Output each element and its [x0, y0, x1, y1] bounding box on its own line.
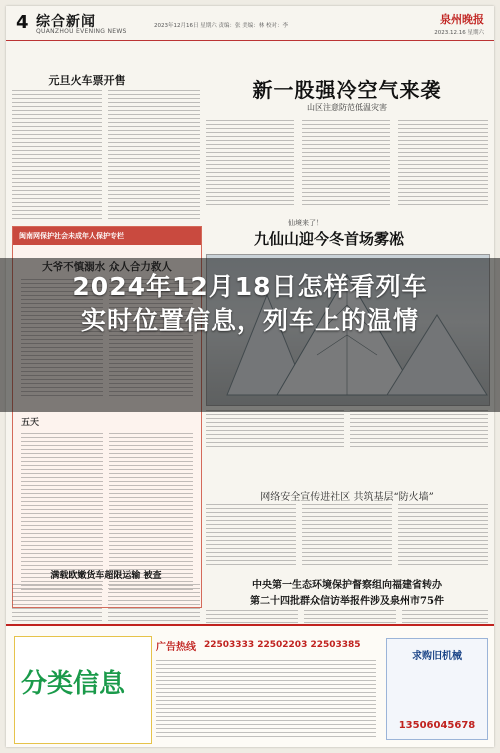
overlay-title-line2: 实时位置信息，列车上的温情 — [80, 306, 419, 335]
overlay-title — [0, 258, 500, 338]
text-block — [206, 504, 296, 568]
section-title: 综合新闻 — [36, 14, 96, 30]
main-headline: 新一股强冷空气来袭 — [252, 78, 442, 102]
masthead — [6, 6, 494, 41]
ad-phone: 22503333 22502203 22503385 — [204, 640, 361, 650]
story-headline-2: 第二十四批群众信访举报件涉及泉州市75件 — [250, 596, 444, 607]
title-overlay — [0, 258, 500, 412]
paper-logo: 泉州晚报 — [440, 13, 484, 26]
text-block — [206, 120, 294, 208]
overlay-title-line1: 2024年12月18日怎样看列车 — [72, 272, 428, 301]
section-subtitle: QUANZHOU EVENING NEWS — [36, 28, 127, 35]
text-block — [302, 120, 390, 208]
text-block — [206, 410, 344, 448]
header-meta: 2023年12月16日 星期六 责编：张 美编：林 校对：李 — [154, 23, 288, 29]
ad-brand-art: 分类信息 — [21, 669, 126, 699]
ad-right-company: 求购旧机械 — [412, 651, 462, 662]
text-block — [398, 120, 488, 208]
story1-title: 元旦火车票开售 — [48, 74, 126, 87]
story-headline-1: 中央第一生态环境保护督察组向福建省转办 — [252, 580, 442, 591]
photo-headline: 九仙山迎今冬首场雾凇 — [254, 230, 405, 248]
feature-banner — [13, 227, 201, 245]
story3-title: 五天 — [21, 418, 40, 428]
ad-right-box — [386, 638, 488, 740]
ad-right-phone: 13506045678 — [398, 720, 476, 731]
text-block — [398, 504, 488, 568]
ad-title: 广告热线 — [156, 641, 196, 653]
issue-info: 2023.12.16 星期六 — [434, 30, 484, 36]
text-block — [350, 410, 488, 448]
main-subtitle: 山区注意防范低温灾害 — [307, 103, 387, 112]
feature-banner-text: 闽南网保护社会未成年人保护专栏 — [19, 232, 124, 240]
ad-hotline — [156, 634, 376, 656]
story4-title: 满载欧嫩货车超限运输 被查 — [50, 571, 162, 581]
section-banner: 网络安全宣传进社区 共筑基层“防火墙” — [260, 492, 434, 503]
text-block — [12, 90, 102, 220]
page-number: 4 — [16, 12, 29, 33]
text-block — [108, 90, 200, 220]
text-block — [302, 504, 392, 568]
photo-kicker: 仙境来了！ — [288, 219, 323, 227]
ad-strip — [6, 624, 494, 747]
ad-listings — [156, 660, 376, 740]
ad-brand-block — [14, 636, 152, 744]
